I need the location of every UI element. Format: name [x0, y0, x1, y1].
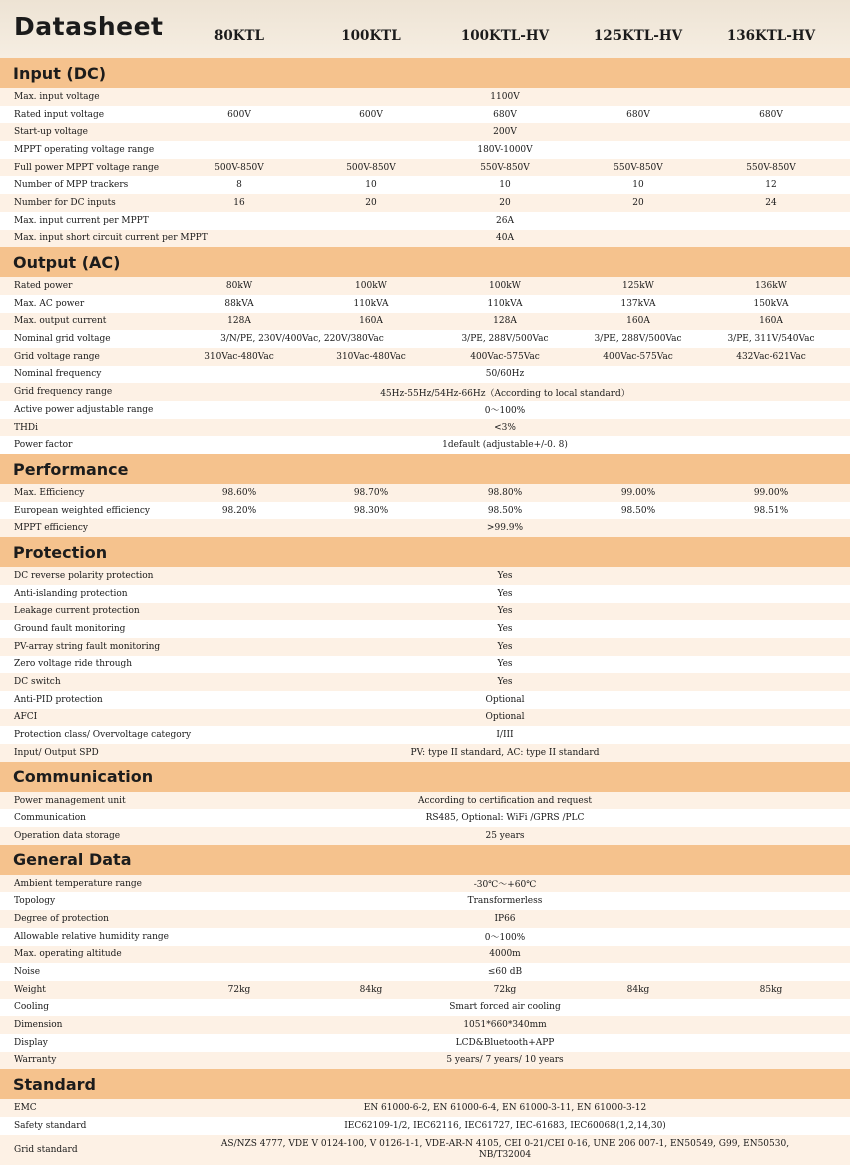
- spec-value: 98.50%: [620, 505, 656, 516]
- spec-value: 88kVA: [224, 298, 254, 309]
- spec-label: Grid frequency range: [14, 387, 113, 398]
- spec-value: Yes: [497, 588, 513, 599]
- spec-row: [0, 809, 850, 827]
- spec-label: Grid standard: [14, 1144, 78, 1155]
- spec-value: 3/N/PE, 230V/400Vac, 220V/380Vac: [220, 334, 384, 345]
- spec-value: 72kg: [493, 984, 517, 995]
- spec-value: 85kg: [759, 984, 783, 995]
- spec-value: 100kW: [355, 281, 387, 292]
- spec-label: THDi: [14, 422, 38, 433]
- spec-label: Max. input voltage: [14, 91, 100, 102]
- spec-value: 128A: [227, 316, 251, 327]
- spec-row: [0, 106, 850, 124]
- spec-row: [0, 502, 850, 520]
- spec-value: 12: [765, 180, 777, 191]
- spec-value: 1100V: [490, 91, 520, 102]
- spec-label: Dimension: [14, 1020, 63, 1031]
- spec-label: AFCI: [14, 712, 38, 723]
- spec-label: Communication: [14, 813, 86, 824]
- spec-label: Warranty: [14, 1055, 57, 1066]
- spec-label: Max. output current: [14, 316, 107, 327]
- spec-row: [0, 567, 850, 585]
- spec-label: Operation data storage: [14, 830, 121, 841]
- spec-value: 1051*660*340mm: [463, 1020, 547, 1031]
- spec-value: 310Vac-480Vac: [336, 351, 406, 362]
- spec-value: ≤60 dB: [487, 967, 523, 978]
- spec-label: European weighted efficiency: [14, 505, 150, 516]
- spec-label: Rated input voltage: [14, 109, 105, 120]
- spec-value: EN 61000-6-2, EN 61000-6-4, EN 61000-3-11, EN 61000-3-12: [363, 1103, 647, 1114]
- model-header-100ktl: 100KTL: [341, 28, 401, 44]
- spec-label: Grid voltage range: [14, 351, 100, 362]
- model-header-80ktl: 80KTL: [213, 28, 265, 44]
- spec-label: Zero voltage ride through: [14, 659, 133, 670]
- spec-value: 45Hz-55Hz/54Hz-66Hz（According to local standard）: [380, 388, 630, 399]
- model-header-100ktl-hv: 100KTL-HV: [460, 28, 550, 44]
- spec-value: 128A: [493, 316, 517, 327]
- spec-value: 99.00%: [620, 487, 656, 498]
- spec-row: [0, 194, 850, 212]
- spec-label: Max. Efficiency: [14, 487, 85, 498]
- spec-value: 600V: [227, 109, 251, 120]
- spec-row: [0, 910, 850, 928]
- spec-row: [0, 1052, 850, 1070]
- spec-value: Yes: [497, 659, 513, 670]
- spec-label: MPPT efficiency: [14, 523, 88, 534]
- spec-row: [0, 709, 850, 727]
- spec-row: [0, 176, 850, 194]
- spec-label: MPPT operating voltage range: [14, 144, 155, 155]
- spec-value: 98.20%: [221, 505, 257, 516]
- spec-row: [0, 277, 850, 295]
- spec-value: Yes: [497, 677, 513, 688]
- spec-value: 80kW: [225, 281, 253, 292]
- spec-label: Max. input current per MPPT: [14, 215, 149, 226]
- spec-label: Display: [14, 1037, 48, 1048]
- spec-label: Ground fault monitoring: [14, 624, 126, 635]
- spec-value: Yes: [497, 641, 513, 652]
- spec-value: 72kg: [227, 984, 251, 995]
- spec-value: 550V-850V: [613, 162, 663, 173]
- spec-value: Yes: [497, 570, 513, 581]
- spec-value: Transformerless: [467, 896, 543, 907]
- spec-value: Optional: [485, 694, 525, 705]
- spec-row: [0, 313, 850, 331]
- spec-label: Max. operating altitude: [14, 949, 122, 960]
- spec-label: Degree of protection: [14, 913, 109, 924]
- spec-row: [0, 656, 850, 674]
- spec-value: 25 years: [485, 830, 525, 841]
- spec-row: [0, 366, 850, 384]
- spec-row: [0, 295, 850, 313]
- spec-label: Number of MPP trackers: [14, 180, 129, 191]
- section-heading: Standard: [0, 1069, 850, 1099]
- section-heading: Performance: [0, 454, 850, 484]
- spec-value: 110kVA: [353, 298, 389, 309]
- spec-value: 40A: [496, 233, 514, 244]
- spec-row: [0, 484, 850, 502]
- spec-value: 125kW: [622, 281, 654, 292]
- spec-value: LCD&Bluetooth+APP: [455, 1037, 555, 1048]
- spec-label: Nominal grid voltage: [14, 334, 111, 345]
- spec-row: [0, 88, 850, 106]
- page-title: Datasheet: [14, 12, 164, 41]
- spec-row: [0, 585, 850, 603]
- spec-label: Leakage current protection: [14, 606, 140, 617]
- spec-value: 550V-850V: [480, 162, 530, 173]
- spec-row: [0, 436, 850, 454]
- spec-value: 680V: [493, 109, 517, 120]
- spec-value: 680V: [759, 109, 783, 120]
- spec-row: [0, 638, 850, 656]
- spec-value: According to certification and request: [418, 795, 592, 806]
- spec-label: Anti-PID protection: [14, 694, 103, 705]
- spec-value: 50/60Hz: [485, 369, 525, 380]
- model-header-125ktl-hv: 125KTL-HV: [593, 28, 683, 44]
- spec-value: 500V-850V: [346, 162, 396, 173]
- spec-value: 3/PE, 288V/500Vac: [461, 334, 549, 345]
- spec-row: [0, 928, 850, 946]
- spec-row: [0, 159, 850, 177]
- spec-row: [0, 963, 850, 981]
- spec-value: Yes: [497, 606, 513, 617]
- spec-label: PV-array string fault monitoring: [14, 641, 161, 652]
- spec-value: -30℃～+60℃: [473, 880, 537, 891]
- spec-label: DC switch: [14, 677, 61, 688]
- spec-label: Allowable relative humidity range: [14, 931, 169, 942]
- spec-value: Smart forced air cooling: [449, 1002, 561, 1013]
- spec-row: [0, 892, 850, 910]
- spec-value: 100kW: [489, 281, 521, 292]
- spec-row: [0, 401, 850, 419]
- spec-value: 10: [632, 180, 644, 191]
- spec-label: Protection class/ Overvoltage category: [14, 730, 192, 741]
- spec-value: >99.9%: [486, 523, 524, 534]
- spec-value: 3/PE, 288V/500Vac: [594, 334, 682, 345]
- spec-value: 98.51%: [753, 505, 789, 516]
- spec-row: [0, 981, 850, 999]
- spec-label: Safety standard: [14, 1120, 87, 1131]
- spec-row: [0, 123, 850, 141]
- spec-label: Rated power: [14, 281, 73, 292]
- spec-value: 500V-850V: [214, 162, 264, 173]
- spec-label: Weight: [14, 984, 46, 995]
- datasheet-header: [0, 0, 850, 58]
- spec-label: Active power adjustable range: [14, 404, 154, 415]
- spec-label: Anti-islanding protection: [14, 588, 128, 599]
- spec-row: [0, 141, 850, 159]
- spec-label: Number for DC inputs: [14, 197, 116, 208]
- spec-value: 0～100%: [484, 933, 526, 944]
- spec-label: Cooling: [14, 1002, 50, 1013]
- spec-row: [0, 946, 850, 964]
- spec-row: [0, 673, 850, 691]
- spec-value: IP66: [494, 913, 516, 924]
- spec-value: 110kVA: [487, 298, 523, 309]
- spec-row: [0, 212, 850, 230]
- spec-value: 5 years/ 7 years/ 10 years: [446, 1055, 564, 1066]
- spec-row: [0, 330, 850, 348]
- spec-row: [0, 603, 850, 621]
- spec-label: EMC: [14, 1103, 37, 1114]
- spec-label: Max. input short circuit current per MPPT: [14, 233, 208, 244]
- spec-value: 20: [365, 197, 377, 208]
- spec-value: 84kg: [359, 984, 383, 995]
- spec-value: 98.60%: [221, 487, 257, 498]
- spec-label: Power management unit: [14, 795, 126, 806]
- spec-value: RS485, Optional: WiFi /GPRS /PLC: [425, 813, 585, 824]
- spec-value: AS/NZS 4777, VDE V 0124-100, V 0126-1-1, VDE-AR-N 4105, CEI 0-21/CEI 0-16, UNE 206 007-1, EN50549, G99, EN50530, NB/T32004: [220, 1138, 790, 1160]
- spec-row: [0, 519, 850, 537]
- spec-value: 99.00%: [753, 487, 789, 498]
- spec-value: 160A: [359, 316, 383, 327]
- spec-value: 10: [365, 180, 377, 191]
- spec-value: 8: [236, 180, 242, 191]
- spec-row: [0, 744, 850, 762]
- spec-value: 432Vac-621Vac: [736, 351, 806, 362]
- spec-label: Noise: [14, 967, 41, 978]
- spec-value: 550V-850V: [746, 162, 796, 173]
- spec-label: Start-up voltage: [14, 127, 88, 138]
- section-heading: Input (DC): [0, 58, 850, 88]
- spec-value: 160A: [626, 316, 650, 327]
- spec-value: 10: [499, 180, 511, 191]
- section-heading: Communication: [0, 762, 850, 792]
- spec-value: 98.70%: [353, 487, 389, 498]
- spec-value: 84kg: [626, 984, 650, 995]
- spec-value: 400Vac-575Vac: [603, 351, 673, 362]
- section-heading: Output (AC): [0, 247, 850, 277]
- model-header-136ktl-hv: 136KTL-HV: [726, 28, 816, 44]
- spec-value: 400Vac-575Vac: [470, 351, 540, 362]
- spec-value: 4000m: [489, 949, 521, 960]
- spec-value: I/III: [496, 730, 514, 741]
- spec-value: 200V: [493, 127, 517, 138]
- spec-value: 600V: [359, 109, 383, 120]
- spec-row: [0, 691, 850, 709]
- spec-label: Nominal frequency: [14, 369, 102, 380]
- spec-row: [0, 383, 850, 401]
- spec-row: [0, 726, 850, 744]
- spec-row: [0, 875, 850, 893]
- spec-row: [0, 827, 850, 845]
- spec-value: 98.30%: [353, 505, 389, 516]
- spec-row: [0, 620, 850, 638]
- spec-row: [0, 1034, 850, 1052]
- spec-value: 310Vac-480Vac: [204, 351, 274, 362]
- spec-label: Full power MPPT voltage range: [14, 162, 160, 173]
- spec-value: 136kW: [755, 281, 787, 292]
- spec-row: [0, 1016, 850, 1034]
- spec-row: [0, 230, 850, 248]
- spec-value: 98.80%: [487, 487, 523, 498]
- spec-label: Max. AC power: [14, 298, 85, 309]
- spec-value: 160A: [759, 316, 783, 327]
- spec-value: 26A: [496, 215, 514, 226]
- spec-row: [0, 419, 850, 437]
- spec-value: PV: type II standard, AC: type II standard: [410, 747, 600, 758]
- section-heading: Protection: [0, 537, 850, 567]
- spec-label: Input/ Output SPD: [14, 747, 99, 758]
- spec-value: 3/PE, 311V/540Vac: [727, 334, 815, 345]
- spec-value: 137kVA: [620, 298, 656, 309]
- spec-value: 680V: [626, 109, 650, 120]
- spec-label: DC reverse polarity protection: [14, 570, 154, 581]
- spec-value: 150kVA: [753, 298, 789, 309]
- spec-sections: [0, 58, 850, 1165]
- spec-value: 20: [499, 197, 511, 208]
- spec-row: [0, 999, 850, 1017]
- spec-row: [0, 1117, 850, 1135]
- spec-value: 20: [632, 197, 644, 208]
- spec-row: [0, 792, 850, 810]
- spec-label: Topology: [14, 896, 56, 907]
- spec-row: [0, 348, 850, 366]
- section-heading: General Data: [0, 845, 850, 875]
- spec-value: 24: [765, 197, 777, 208]
- spec-value: <3%: [494, 422, 516, 433]
- spec-value: 0～100%: [484, 406, 526, 417]
- spec-value: 180V-1000V: [477, 144, 533, 155]
- spec-label: Power factor: [14, 440, 73, 451]
- spec-value: Optional: [485, 712, 525, 723]
- spec-row: [0, 1099, 850, 1117]
- spec-value: 1default (adjustable+/-0. 8): [442, 440, 568, 451]
- spec-row: [0, 1135, 850, 1165]
- spec-value: 98.50%: [487, 505, 523, 516]
- spec-value: IEC62109-1/2, IEC62116, IEC61727, IEC-61683, IEC60068(1,2,14,30): [344, 1120, 666, 1131]
- spec-value: 16: [233, 197, 245, 208]
- spec-value: Yes: [497, 624, 513, 635]
- spec-label: Ambient temperature range: [14, 878, 142, 889]
